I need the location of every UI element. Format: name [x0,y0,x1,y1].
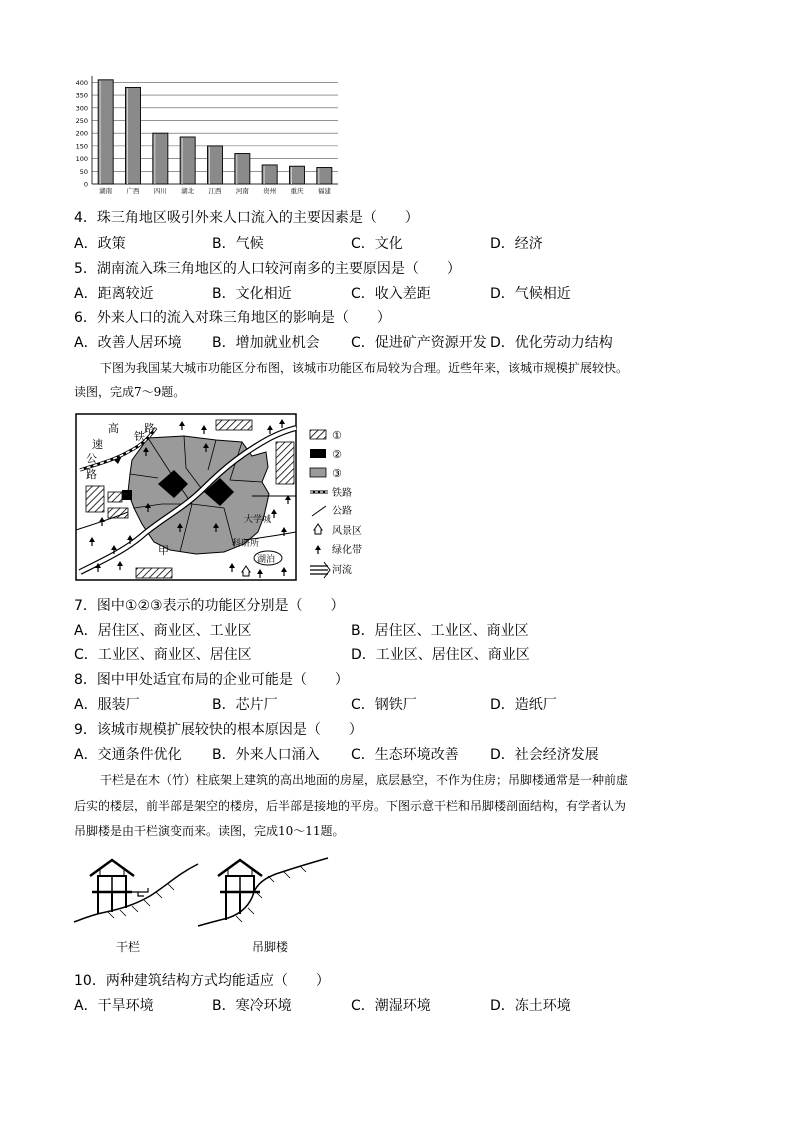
q8-option-b: B．芯片厂 [212,697,278,713]
q4-option-a: A．政策 [74,236,126,252]
q5-option-c: C．收入差距 [351,286,431,302]
q6-option-a: A．改善人居环境 [74,335,182,351]
y-tick-label: 100 [75,155,88,164]
q4-option-b: B．气候 [212,236,264,252]
label-rail-1: 铁 [134,430,145,443]
q6-option-c: C．促进矿产资源开发 [351,335,487,351]
industrial-zone-5 [276,442,294,484]
label-high-speed-1: 高 [108,422,119,435]
x-tick-label: 湖北 [181,187,195,195]
q9-option-a: A．交通条件优化 [74,747,182,763]
label-high-speed-4: 路 [86,468,97,481]
legend-label-scenic: 风景区 [332,526,362,537]
ganlan-caption: 干栏 [116,940,141,954]
label-rail-2: 路 [144,422,155,435]
x-tick-label: 湖南 [99,187,113,195]
label-university: 大学城 [244,515,272,525]
ganlan-diagram [72,852,200,932]
q5-option-d: D．气候相近 [490,286,571,302]
question-4-stem: 4．珠三角地区吸引外来人口流入的主要因素是（ ） [74,210,419,226]
y-tick-label: 50 [79,167,88,176]
label-high-speed-3: 公 [86,452,97,465]
q5-option-b: B．文化相近 [212,286,292,302]
y-tick-label: 150 [75,142,88,151]
q10-option-a: A．干旱环境 [74,998,154,1014]
q7-option-a: A．居住区、商业区、工业区 [74,623,252,639]
question-8-stem: 8．图中甲处适宜布局的企业可能是（ ） [74,672,349,688]
legend-label-road: 公路 [332,506,352,517]
q8-option-a: A．服装厂 [74,697,140,713]
q4-option-d: D．经济 [490,236,543,252]
legend-label-green: 绿化带 [332,545,362,556]
industrial-zone-2 [108,492,122,502]
diaojiaolou-caption: 吊脚楼 [252,940,289,954]
intro-7-9-line-2: 读图，完成7～9题。 [74,385,186,399]
label-lake: 湖泊 [257,555,276,565]
x-tick-label: 河南 [235,187,249,195]
x-tick-label: 贵州 [263,187,277,195]
x-tick-label: 四川 [153,187,167,195]
y-tick-label: 0 [83,180,88,189]
diaojiaolou-diagram [196,852,330,932]
q5-option-a: A．距离较近 [74,286,154,302]
q7-option-c: C．工业区、商业区、居住区 [74,647,252,663]
y-tick-label: 350 [75,91,88,100]
intro-7-9-line-1: 下图为我国某大城市功能区分布图，该城市功能区布局较为合理。近些年来，该城市规模扩展较快。 [100,361,629,375]
x-tick-label: 福建 [317,187,331,195]
x-tick-label: 广西 [126,187,140,195]
map-legend [310,429,362,578]
city-function-map [74,412,374,584]
q10-option-b: B．寒冷环境 [212,998,292,1014]
q7-option-d: D．工业区、居住区、商业区 [351,647,530,663]
q9-option-c: C．生态环境改善 [351,747,459,763]
y-tick-label: 250 [75,116,88,125]
question-7-stem: 7．图中①②③表示的功能区分别是（ ） [74,598,345,614]
label-research: 科研所 [232,539,260,549]
legend-label-3: ③ [332,467,342,480]
industrial-zone-1 [86,486,104,512]
x-tick-label: 重庆 [290,187,304,195]
legend-label-2: ② [332,448,342,461]
intro-10-11-line-2: 后实的楼层，前半部是架空的楼房，后半部是接地的平房。下图示意干栏和吊脚楼剖面结构，有学者认为 [74,799,627,813]
legend-label-railway: 铁路 [332,488,352,499]
x-tick-label: 江西 [208,187,222,195]
y-tick-label: 300 [75,104,88,113]
q9-option-d: D．社会经济发展 [490,747,599,763]
question-9-stem: 9．该城市规模扩展较快的根本原因是（ ） [74,722,363,738]
q10-option-c: C．潮湿环境 [351,998,431,1014]
q9-option-b: B．外来人口涌入 [212,747,320,763]
industrial-zone-6 [136,568,172,578]
y-tick-label: 200 [75,129,88,138]
legend-label-1: ① [332,429,342,442]
industrial-zone-4 [216,420,252,430]
population-bar-chart [60,70,350,200]
label-jia: 甲 [158,544,169,557]
intro-10-11-line-1: 干栏是在木（竹）柱底架上建筑的高出地面的房屋，底层悬空，不作为住房；吊脚楼通常是一种前虚 [100,773,629,787]
q7-option-b: B．居住区、工业区、商业区 [351,623,529,639]
q6-option-d: D．优化劳动力结构 [490,335,613,351]
q8-option-c: C．钢铁厂 [351,697,417,713]
intro-10-11-line-3: 吊脚楼是由干栏演变而来。读图，完成10～11题。 [74,824,345,838]
y-tick-label: 400 [75,78,88,87]
question-10-stem: 10．两种建筑结构方式均能适应（ ） [74,973,330,989]
label-high-speed-2: 速 [92,438,103,451]
q4-option-c: C．文化 [351,236,403,252]
q6-option-b: B．增加就业机会 [212,335,320,351]
q8-option-d: D．造纸厂 [490,697,557,713]
legend-label-river: 河流 [332,565,352,576]
q10-option-d: D．冻土环境 [490,998,571,1014]
question-6-stem: 6．外来人口的流入对珠三角地区的影响是（ ） [74,310,391,326]
question-5-stem: 5．湖南流入珠三角地区的人口较河南多的主要原因是（ ） [74,261,461,277]
